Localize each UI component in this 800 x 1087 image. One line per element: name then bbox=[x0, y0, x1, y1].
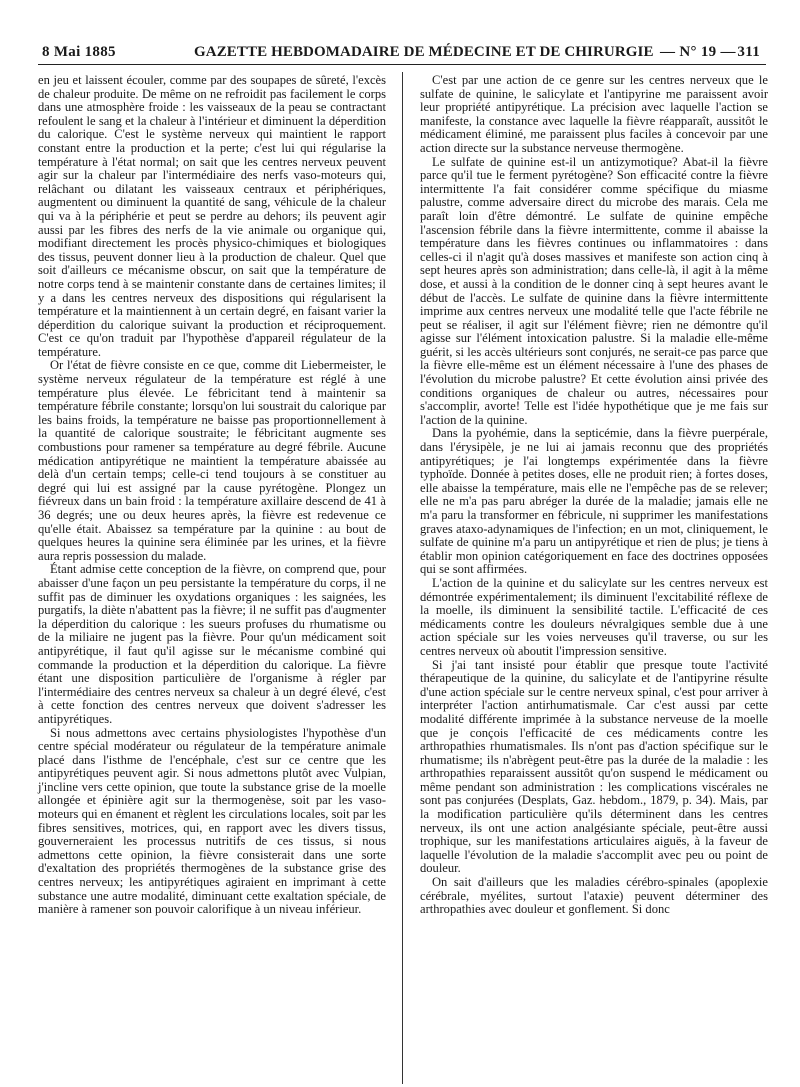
paragraph: Le sulfate de quinine est-il un antizymotique? Abat-il la fièvre parce qu'il tue le ferment pyrétogène? Son efficacité contre la fièvre intermittente l'a fait considérer comme spécifique du miasme palustre, comme adversaire direct du microbe des marais. Cela me paraît loin d'être démontré. Le sulfate de quinine empêche l'ascension fébrile dans la fièvre intermittente, comme il abaisse la température dans les fièvres continues ou inflammatoires : dans celles-ci il n'agit qu'à doses massives et manifeste son action cinq à sept heures après son administration; dans celle-là, il agit à la même dose, et aussi à la condition de le donner cinq à sept heures avant le début de l'accès. Le sulfate de quinine dans la fièvre intermittente imprime aux centres nerveux une modalité telle que l'acte fébrile ne peut se réaliser, il agit sur l'élément fièvre; rien ne démontre qu'il agisse sur l'élément intoxication palustre. Si la maladie elle-même guérit, si les accès ultérieurs sont conjurés, ne serait-ce pas parce que la fièvre elle-même est un élément nécessaire à l'une des phases de l'évolution du microbe palustre? Et cette évolution ainsi privée des conditions organiques de chaleur ou autres, nécessaires pour s'accomplir, avorte! Telle est l'idée hypothétique que je me fais sur l'action de la quinine. bbox=[420, 154, 768, 427]
paragraph: Si j'ai tant insisté pour établir que presque toute l'activité thérapeutique de la quinine, du salicylate et de l'antipyrine résulte d'une action spéciale sur le centre nerveux spinal, c'est pour arriver à interpréter l'action antirhumatismale. Car c'est aussi par cette modalité différente imprimée à la substance nerveuse de la moelle que je conçois l'efficacité de ces médicaments contre les arthropathies rhumatismales. Ils n'ont pas d'action spécifique sur le rhumatisme; ils n'abrègent peut-être pas la durée de la maladie : les arthropathies reparaissent aussitôt qu'on suspend le médicament ou même pendant son administration : les complications viscérales ne sont pas conjurées (Desplats, Gaz. hebdom., 1879, p. 34). Mais, par la modification particulière qu'ils déterminent dans les centres nerveux, ils ont une action analgésiante spéciale, peut-être aussi trophique, sur les manifestations articulaires aiguës, à la faveur de laquelle l'évolution de la maladie s'accomplit avec peu ou point de douleur. bbox=[420, 657, 768, 876]
paragraph: Étant admise cette conception de la fièvre, on comprend que, pour abaisser d'une façon un peu persistante la température du corps, il ne suffit pas de diminuer les oxydations organiques : les saignées, les purgatifs, la diète n'abattent pas la fièvre; il ne suffit pas d'augmenter la déperdition du calorique : les sueurs profuses du rhumatisme ou de la miliaire ne jugent pas la fièvre. Pour qu'un médicament soit antipyrétique, il faut qu'il agisse sur le mécanisme combiné qui commande la production et la déperdition du calorique. La fièvre étant une disposition particulière de l'organisme à régler par l'intermédiaire des centres nerveux sa chaleur à un degré élevé, c'est à cette fonction des centres nerveux que doivent s'adresser les antipyrétiques. bbox=[38, 562, 386, 726]
column-divider bbox=[402, 72, 403, 1084]
running-header bbox=[38, 38, 766, 65]
journal-title: GAZETTE HEBDOMADAIRE DE MÉDECINE ET DE CHIRURGIE bbox=[194, 44, 654, 60]
header-date: 8 Mai 1885 bbox=[42, 44, 116, 60]
page-number: 311 bbox=[737, 44, 760, 60]
paragraph: L'action de la quinine et du salicylate sur les centres nerveux est démontrée expérimentalement; ils diminuent l'excitabilité réflexe de la moelle, ils diminuent la sensibilité tactile. L'efficacité de ces médicaments contre les douleurs névralgiques semble due à une action spéciale sur les voies nerveuses qu'il traverse, ou sur les centres nerveux où aboutit l'impression sensitive. bbox=[420, 575, 768, 658]
journal-page bbox=[38, 38, 766, 1058]
issue-number: — N° 19 — bbox=[660, 44, 736, 60]
left-column bbox=[38, 74, 386, 917]
paragraph: Dans la pyohémie, dans la septicémie, dans la fièvre puerpérale, dans l'érysipèle, je ne lui ai jamais reconnu que des propriétés antipyrétiques; je l'ai longtemps expérimentée dans la fièvre typhoïde. Donnée à petites doses, elle ne produit rien; à fortes doses, elle abaisse la température, mais elle ne l'empêche pas de se relever; elle ne m'a pas paru abréger la durée de la maladie; jamais elle ne m'a paru la transformer en fébricule, ni supprimer les manifestations graves ataxo-adynamiques de l'infection; en un mot, cliniquement, le sulfate de quinine m'a paru un antipyrétique et rien de plus; je tiens à établir mon opinion catégoriquement en face des doctrines opposées qui se sont affirmées. bbox=[420, 426, 768, 577]
paragraph: Si nous admettons avec certains physiologistes l'hypothèse d'un centre spécial modérateur ou régulateur de la température animale placé dans l'isthme de l'encéphale, c'est sur ce centre que les antipyrétiques peuvent agir. Si nous admettons plutôt avec Vulpian, j'incline vers cette opinion, que toute la substance grise de la moelle allongée et épinière agit sur la thermogenèse, soit par les vaso-moteurs qui en émanent et règlent les circulations locales, soit par les fibres sensitives, motrices, qui, en rapport avec les divers tissus, gouverneraient les processus nutritifs de ces tissus, si nous admettons cette opinion, la fièvre consisterait dans une sorte d'exaltation des propriétés thermogènes de la substance grise des centres nerveux; les antipyrétiques agiraient en imprimant à cette substance une autre modalité, diminuant cette exaltation spéciale, de manière à ramener son pouvoir calorifique à un niveau inférieur. bbox=[38, 725, 386, 917]
right-column bbox=[420, 74, 768, 917]
paragraph: Or l'état de fièvre consiste en ce que, comme dit Liebermeister, le système nerveux régulateur de la température est réglé à une température plus élevée. Le fébricitant tend à maintenir sa température fébrile constante; lorsqu'on lui soustrait du calorique par les bains froids, la température ne baisse pas proportionnellement à la quantité de calorique soustraite; le fébricitant augmente ses combustions pour ramener sa température au degré fébrile. Aucune médication antipyrétique ne maintient la température abaissée au delà d'un certain temps; celle-ci tend toujours à se constituer au degré qui lui est assigné par la cause pyrétogène. Plongez un fiévreux dans un bain froid : la température axillaire descend de 41 à 36 degrés; une ou deux heures après, la fièvre est redevenue ce qu'elle était. Abaissez sa température par la quinine : au bout de quelques heures la quinine sera éliminée par les urines, et la fièvre aura repris possession du malade. bbox=[38, 358, 386, 563]
paragraph: en jeu et laissent écouler, comme par des soupapes de sûreté, l'excès de chaleur produite. De même on ne refroidit pas facilement le corps dans une atmosphère froide : les vaisseaux de la peau se contractant refoulent le sang et la chaleur à l'intérieur et diminuent la déperdition du calorique. C'est le système nerveux qui maintient le rapport constant entre la production et la perte; c'est lui qui régularise la température à l'état normal; on sait que les centres nerveux peuvent agir sur la chaleur par l'intermédiaire des nerfs vaso-moteurs qui, relâchant ou dilatant les vaisseaux centraux et périphériques, augmentent ou diminuent la quantité de sang, véhicule de la chaleur qui va à la périphérie et peut se perdre au dehors; ils peuvent agir aussi par les fibres des nerfs de la vie animale ou organique qui, modifiant directement les procès physico-chimiques et biologiques des tissus, peuvent donner lieu à la production de chaleur. Quel que soit d'ailleurs ce mécanisme obscur, on sait que la température de notre corps tend à se maintenir constante dans de certaines limites; il y a dans les centres nerveux des dispositions qui régularisent la température et la maintiennent à un certain degré, en faisant varier la déperdition du calorique suivant la production et réciproquement. C'est ce qu'on traduit par l'hypothèse d'appareil régulateur de la température. bbox=[38, 73, 386, 359]
paragraph: On sait d'ailleurs que les maladies cérébro-spinales (apoplexie cérébrale, myélites, surtout l'ataxie) peuvent déterminer des arthropathies avec douleur et gonflement. Si donc bbox=[420, 875, 768, 917]
paragraph: C'est par une action de ce genre sur les centres nerveux que le sulfate de quinine, le salicylate et l'antipyrine me paraissent avoir leur propriété antipyrétique. La précision avec laquelle l'action se manifeste, la constance avec laquelle la fièvre réapparaît, aussitôt le médicament éliminé, me paraissent plus faciles à concevoir par une action directe sur la substance nerveuse thermogène. bbox=[420, 73, 768, 155]
